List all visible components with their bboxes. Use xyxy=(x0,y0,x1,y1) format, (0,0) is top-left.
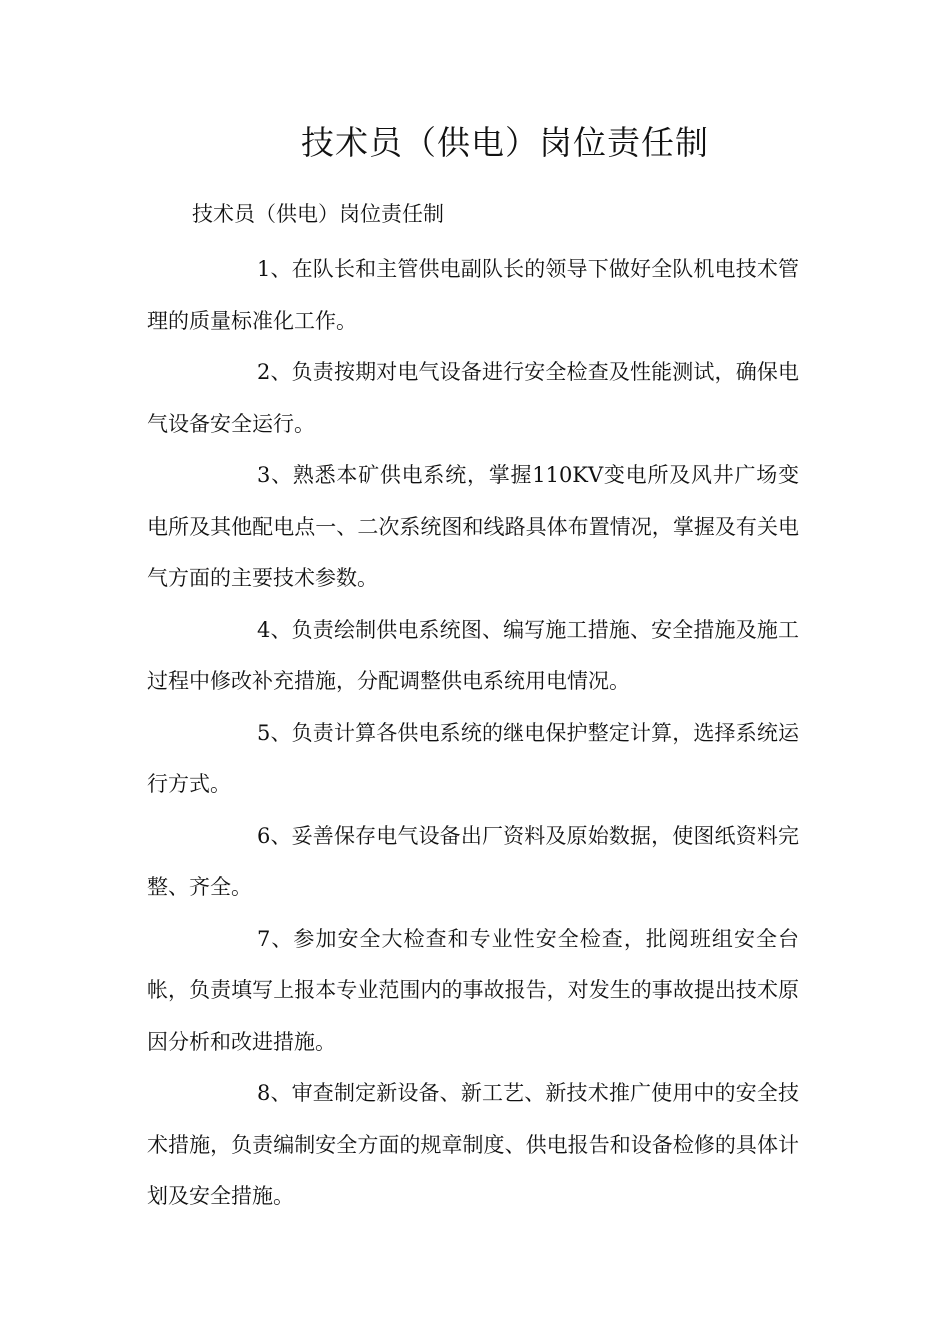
document-body xyxy=(147,244,799,1223)
paragraph-item-8: 8、审查制定新设备、新工艺、新技术推广使用中的安全技术措施，负责编制安全方面的规章制度、供电报告和设备检修的具体计划及安全措施。 xyxy=(147,1081,799,1208)
paragraph-item-7: 7、参加安全大检查和专业性安全检查，批阅班组安全台帐，负责填写上报本专业范围内的事故报告，对发生的事故提出技术原因分析和改进措施。 xyxy=(147,926,799,1054)
paragraph-item-3: 3、熟悉本矿供电系统，掌握110KV变电所及风井广场变电所及其他配电点一、二次系统图和线路具体布置情况，掌握及有关电气方面的主要技术参数。 xyxy=(147,463,799,590)
document-title: 技术员（供电）岗位责任制 xyxy=(301,123,709,162)
paragraph-item-4: 4、负责绘制供电系统图、编写施工措施、安全措施及施工过程中修改补充措施，分配调整供电系统用电情况。 xyxy=(147,617,799,693)
paragraph-item-1: 1、在队长和主管供电副队长的领导下做好全队机电技术管理的质量标准化工作。 xyxy=(147,257,799,333)
paragraph-item-2: 2、负责按期对电气设备进行安全检查及性能测试，确保电气设备安全运行。 xyxy=(147,360,799,436)
paragraph-item-6: 6、妥善保存电气设备出厂资料及原始数据，使图纸资料完整、齐全。 xyxy=(147,823,799,899)
document-subtitle: 技术员（供电）岗位责任制 xyxy=(192,202,444,226)
paragraph-item-5: 5、负责计算各供电系统的继电保护整定计算，选择系统运行方式。 xyxy=(147,720,799,796)
